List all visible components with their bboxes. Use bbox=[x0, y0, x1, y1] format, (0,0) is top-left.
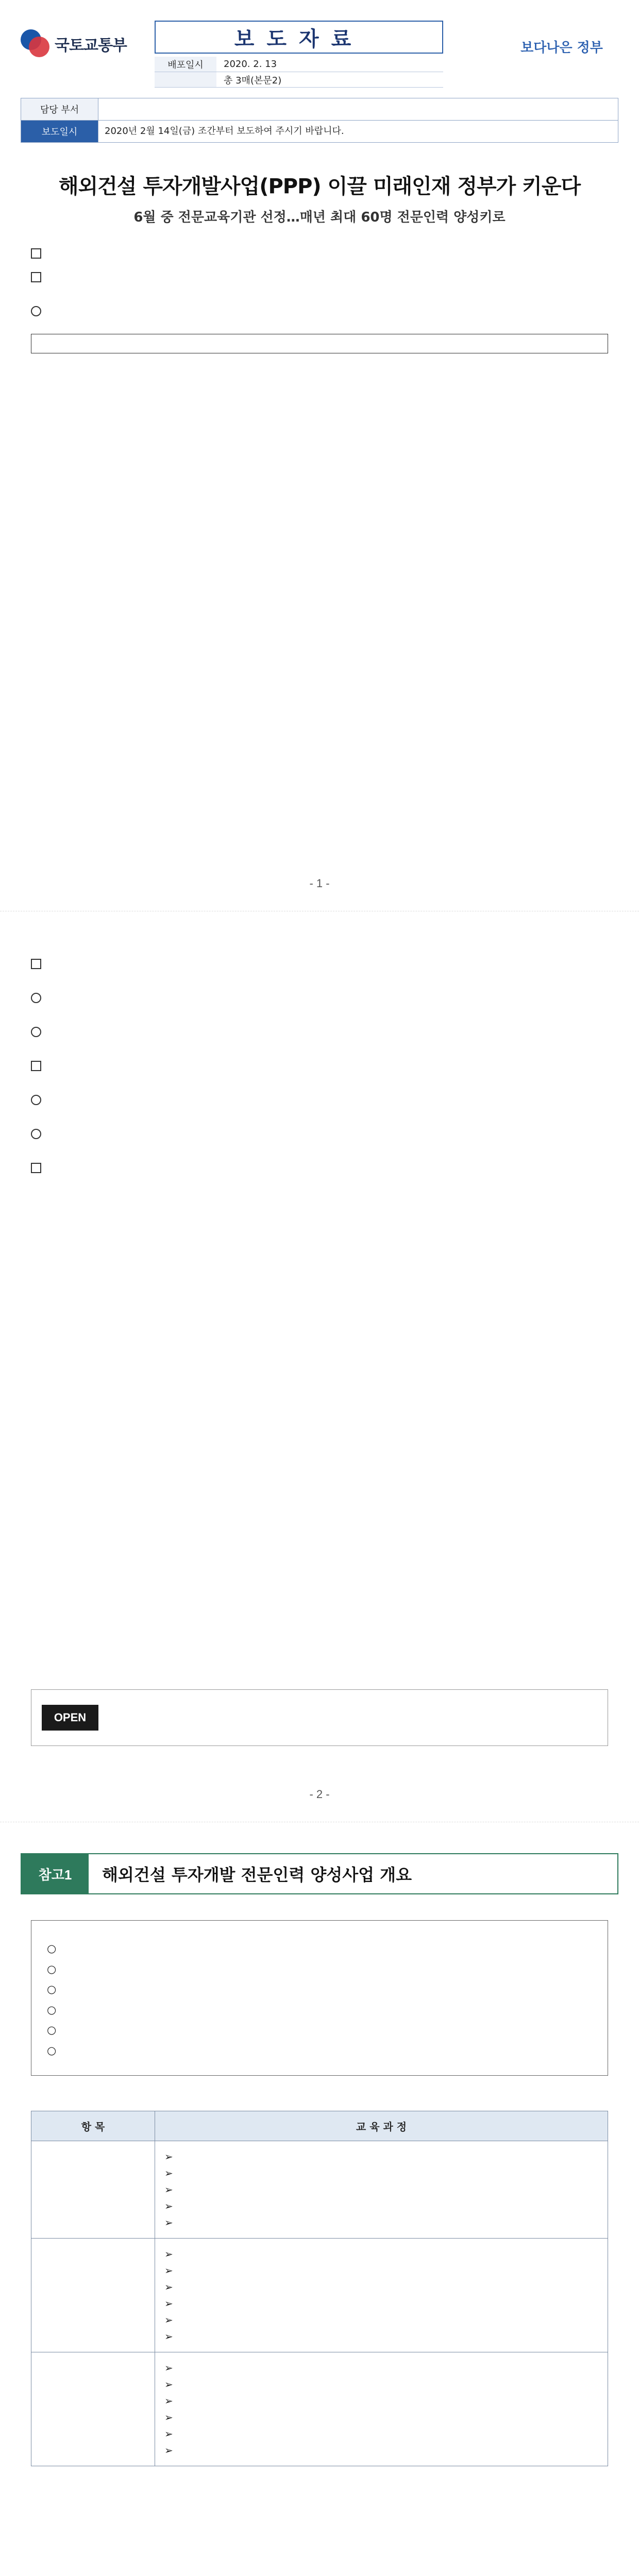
press-header bbox=[21, 21, 618, 93]
doc-type-title: 보도자료 bbox=[155, 21, 443, 54]
page1-body bbox=[31, 242, 608, 353]
table-cell-category bbox=[31, 2352, 155, 2466]
arrow-bullet-icon: ➢ bbox=[164, 2362, 173, 2374]
body-paragraph bbox=[31, 300, 608, 316]
headline-subtitle: 6월 중 전문교육기관 선정…매년 최대 60명 전문인력 양성키로 bbox=[133, 210, 506, 225]
course-item bbox=[164, 2426, 598, 2442]
headline bbox=[21, 170, 618, 226]
arrow-bullet-icon: ➢ bbox=[164, 2167, 173, 2179]
arrow-bullet-icon: ➢ bbox=[164, 2183, 173, 2196]
body-paragraph bbox=[31, 1021, 608, 1037]
course-item bbox=[164, 2328, 598, 2345]
arrow-bullet-icon: ➢ bbox=[164, 2200, 173, 2212]
paragraph-text bbox=[47, 266, 608, 282]
arrow-bullet-icon: ➢ bbox=[164, 2248, 173, 2260]
table-row bbox=[31, 2352, 608, 2466]
page2-body bbox=[31, 953, 608, 1208]
course-item bbox=[164, 2376, 598, 2393]
body-paragraph bbox=[31, 242, 608, 259]
bullet-icon: ○ bbox=[47, 1962, 57, 1975]
table-cell-category bbox=[31, 2141, 155, 2239]
appendix-heading bbox=[21, 1853, 618, 1894]
square-bullet-icon bbox=[31, 1163, 41, 1173]
page-2 bbox=[0, 911, 639, 1822]
arrow-bullet-icon: ➢ bbox=[164, 2330, 173, 2343]
ministry-name: 국토교통부 bbox=[55, 37, 127, 55]
arrow-bullet-icon: ➢ bbox=[164, 2411, 173, 2424]
ministry-logo bbox=[21, 26, 139, 62]
circle-bullet-icon bbox=[31, 1095, 41, 1105]
paragraph-text bbox=[47, 1157, 608, 1173]
body-paragraph bbox=[31, 1123, 608, 1139]
course-item bbox=[164, 2312, 598, 2328]
course-item bbox=[164, 2246, 598, 2262]
paragraph-text bbox=[47, 242, 608, 259]
circle-bullet-icon bbox=[31, 1129, 41, 1139]
taegeuk-icon bbox=[21, 29, 49, 58]
paragraph-text bbox=[47, 1055, 608, 1071]
arrow-bullet-icon: ➢ bbox=[164, 2150, 173, 2163]
course-item bbox=[164, 2262, 598, 2279]
table-row bbox=[31, 2239, 608, 2352]
body-paragraph bbox=[31, 1055, 608, 1071]
contact-table: 담당 부서 보도일시 2020년 2월 14일(금) 조간부터 보도하여 주시기 바랍니다. bbox=[21, 98, 618, 143]
outline-item bbox=[47, 2042, 592, 2060]
paragraph-text bbox=[47, 987, 608, 1003]
arrow-bullet-icon: ➢ bbox=[164, 2216, 173, 2229]
square-bullet-icon bbox=[31, 248, 41, 259]
course-item bbox=[164, 2409, 598, 2426]
course-item bbox=[164, 2198, 598, 2214]
example-box bbox=[31, 334, 608, 353]
paragraph-text bbox=[47, 953, 608, 969]
bullet-icon: ○ bbox=[47, 1983, 57, 1996]
paragraph-text bbox=[47, 1089, 608, 1105]
page-number: - 1 - bbox=[309, 877, 330, 890]
table-header: 항 목 bbox=[31, 2111, 155, 2141]
body-paragraph bbox=[31, 953, 608, 969]
square-bullet-icon bbox=[31, 1061, 41, 1071]
arrow-bullet-icon: ➢ bbox=[164, 2378, 173, 2391]
course-item bbox=[164, 2181, 598, 2198]
circle-bullet-icon bbox=[31, 1027, 41, 1037]
body-paragraph bbox=[31, 266, 608, 282]
page-3 bbox=[0, 1822, 639, 2576]
bullet-icon: ○ bbox=[47, 2024, 57, 2037]
slogan-logo: 보다나은 정부 bbox=[520, 40, 603, 56]
paragraph-text bbox=[47, 300, 608, 316]
course-item bbox=[164, 2442, 598, 2459]
outline-item bbox=[47, 1961, 592, 1978]
curriculum-table bbox=[31, 2111, 608, 2466]
arrow-bullet-icon: ➢ bbox=[164, 2297, 173, 2310]
outline-item bbox=[47, 1981, 592, 1998]
table-header: 교 육 과 정 bbox=[155, 2111, 608, 2141]
outline-item bbox=[47, 2002, 592, 2019]
open-license-banner bbox=[31, 1689, 608, 1746]
arrow-bullet-icon: ➢ bbox=[164, 2428, 173, 2440]
circle-bullet-icon bbox=[31, 993, 41, 1003]
bullet-icon: ○ bbox=[47, 1942, 57, 1955]
body-paragraph bbox=[31, 1089, 608, 1105]
body-paragraph bbox=[31, 987, 608, 1003]
table-cell-category bbox=[31, 2239, 155, 2352]
body-paragraph bbox=[31, 1157, 608, 1173]
table-cell-courses bbox=[155, 2352, 608, 2466]
page-1 bbox=[0, 0, 639, 911]
course-item bbox=[164, 2360, 598, 2376]
arrow-bullet-icon: ➢ bbox=[164, 2281, 173, 2293]
paragraph-text bbox=[47, 1123, 608, 1139]
table-row bbox=[31, 2141, 608, 2239]
arrow-bullet-icon: ➢ bbox=[164, 2444, 173, 2456]
square-bullet-icon bbox=[31, 272, 41, 282]
bullet-icon: ○ bbox=[47, 2003, 57, 2016]
appendix-tag: 참고1 bbox=[22, 1854, 89, 1893]
course-item bbox=[164, 2295, 598, 2312]
course-item bbox=[164, 2214, 598, 2231]
bullet-icon: ○ bbox=[47, 2044, 57, 2057]
open-license-logo: OPEN bbox=[42, 1705, 98, 1731]
square-bullet-icon bbox=[31, 959, 41, 969]
headline-title: 해외건설 투자개발사업(PPP) 이끌 미래인재 정부가 키운다 bbox=[58, 175, 581, 198]
table-cell-courses bbox=[155, 2239, 608, 2352]
course-item bbox=[164, 2165, 598, 2181]
arrow-bullet-icon: ➢ bbox=[164, 2314, 173, 2326]
circle-bullet-icon bbox=[31, 306, 41, 316]
table-cell-courses bbox=[155, 2141, 608, 2239]
program-outline bbox=[31, 1920, 608, 2076]
outline-item bbox=[47, 2022, 592, 2039]
meta-rows: 배포일시 2020. 2. 13 총 3매(본문2) bbox=[155, 57, 443, 88]
course-item bbox=[164, 2148, 598, 2165]
arrow-bullet-icon: ➢ bbox=[164, 2395, 173, 2407]
course-item bbox=[164, 2393, 598, 2409]
outline-item bbox=[47, 1940, 592, 1958]
page-number: - 2 - bbox=[309, 1788, 330, 1801]
appendix-title: 해외건설 투자개발 전문인력 양성사업 개요 bbox=[102, 1865, 412, 1885]
arrow-bullet-icon: ➢ bbox=[164, 2264, 173, 2277]
paragraph-text bbox=[47, 1021, 608, 1037]
course-item bbox=[164, 2279, 598, 2295]
